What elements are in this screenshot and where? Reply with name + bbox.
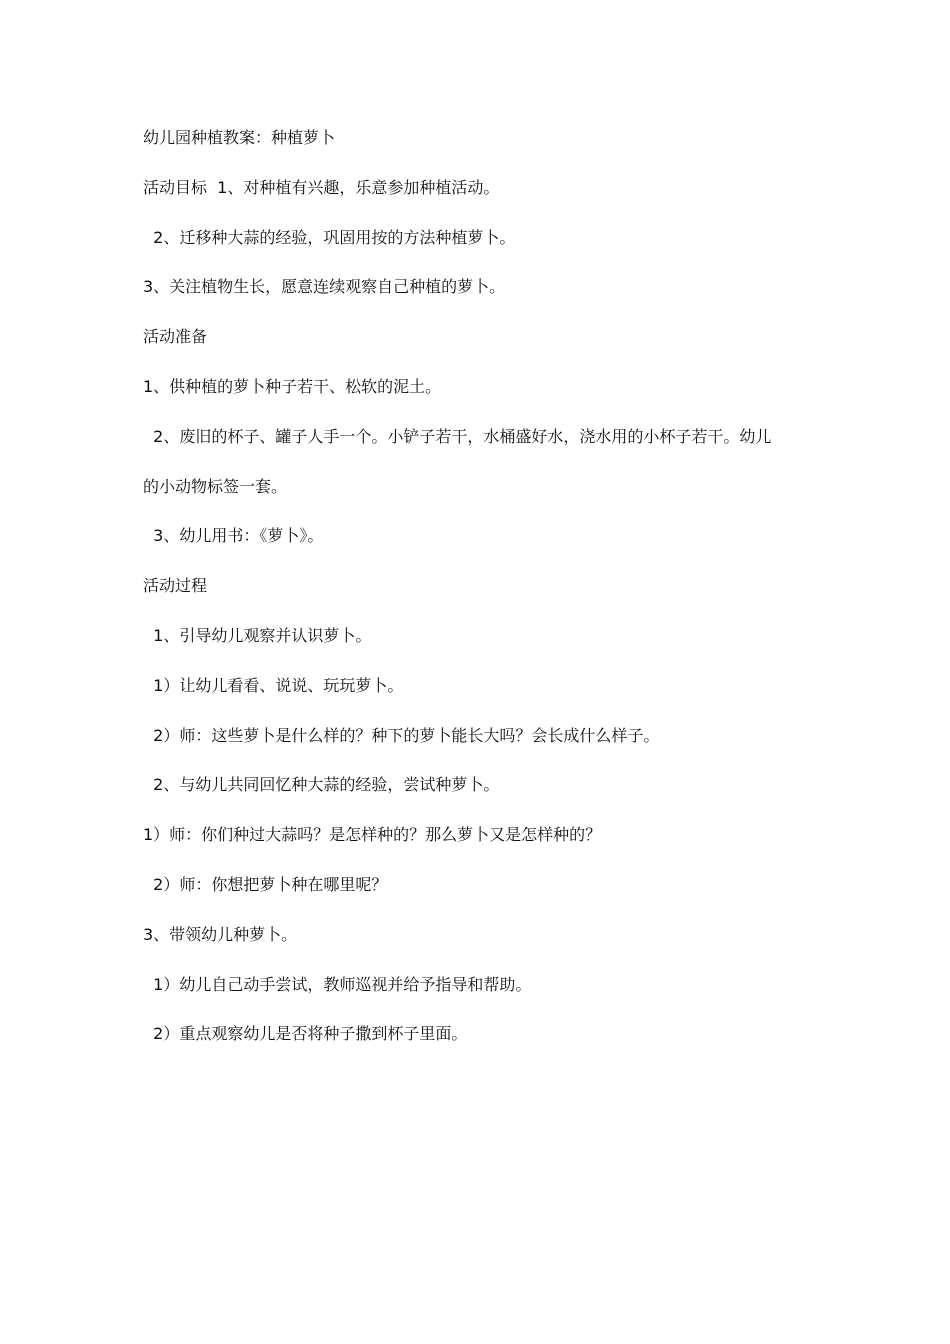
objectives-line-2: 2、迁移种大蒜的经验，巩固用按的方法种植萝卜。 xyxy=(143,228,516,247)
document-title: 幼儿园种植教案：种植萝卜 xyxy=(143,128,336,147)
process-step-3: 3、带领幼儿种萝卜。 xyxy=(143,925,298,944)
process-step-3-sub-2: 2）重点观察幼儿是否将种子撒到杯子里面。 xyxy=(143,1024,468,1043)
preparation-line-3: 3、幼儿用书：《萝卜》。 xyxy=(143,526,324,545)
process-step-1-sub-2: 2）师：这些萝卜是什么样的？种下的萝卜能长大吗？会长成什么样子。 xyxy=(143,726,660,745)
objectives-line-1: 活动目标 1、对种植有兴趣，乐意参加种植活动。 xyxy=(143,178,500,197)
process-step-3-sub-1: 1）幼儿自己动手尝试，教师巡视并给予指导和帮助。 xyxy=(143,975,532,994)
process-step-1-sub-1: 1）让幼儿看看、说说、玩玩萝卜。 xyxy=(143,676,404,695)
process-step-2: 2、与幼儿共同回忆种大蒜的经验，尝试种萝卜。 xyxy=(143,775,500,794)
preparation-heading: 活动准备 xyxy=(143,327,208,346)
preparation-line-2-cont: 的小动物标签一套。 xyxy=(143,477,288,496)
process-step-2-sub-2: 2）师：你想把萝卜种在哪里呢？ xyxy=(143,875,388,894)
preparation-line-1: 1、供种植的萝卜种子若干、松软的泥土。 xyxy=(143,377,442,396)
process-step-1: 1、引导幼儿观察并认识萝卜。 xyxy=(143,626,372,645)
process-heading: 活动过程 xyxy=(143,576,208,595)
preparation-line-2: 2、废旧的杯子、罐子人手一个。小铲子若干，水桶盛好水，浇水用的小杯子若干。幼儿 xyxy=(143,427,772,446)
process-step-2-sub-1: 1）师：你们种过大蒜吗？是怎样种的？那么萝卜又是怎样种的？ xyxy=(143,825,602,844)
objectives-line-3: 3、关注植物生长，愿意连续观察自己种植的萝卜。 xyxy=(143,277,506,296)
